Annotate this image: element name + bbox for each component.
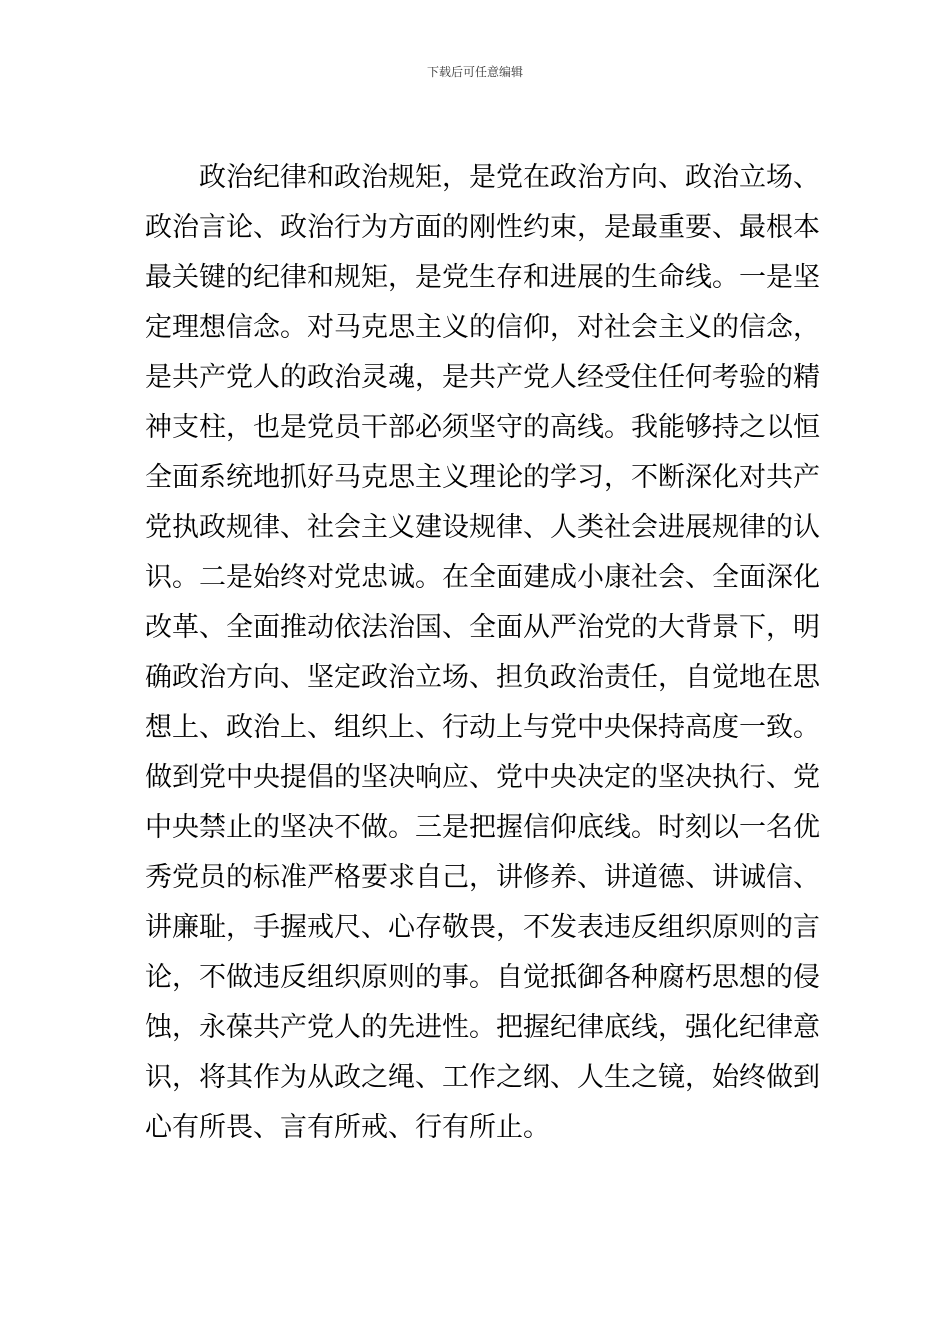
- paragraph-line: 政治纪律和政治规矩，是党在政治方向、政治立场、: [199, 162, 820, 193]
- paragraph-line: 讲廉耻，手握戒尺、心存敬畏，不发表违反组织原则的言: [145, 912, 820, 943]
- paragraph-line: 论，不做违反组织原则的事。自觉抵御各种腐朽思想的侵: [145, 962, 820, 993]
- paragraph-line: 神支柱，也是党员干部必须坚守的高线。我能够持之以恒: [145, 412, 820, 443]
- paragraph-line: 做到党中央提倡的坚决响应、党中央决定的坚决执行、党: [145, 762, 820, 793]
- paragraph-line: 党执政规律、社会主义建设规律、人类社会进展规律的认: [145, 512, 820, 543]
- paragraph-line: 秀党员的标准严格要求自己，讲修养、讲道德、讲诚信、: [145, 862, 820, 893]
- paragraph-line: 蚀，永葆共产党人的先进性。把握纪律底线，强化纪律意: [145, 1012, 820, 1043]
- paragraph-line: 中央禁止的坚决不做。三是把握信仰底线。时刻以一名优: [145, 812, 820, 843]
- paragraph-line: 心有所畏、言有所戒、行有所止。: [145, 1112, 550, 1143]
- paragraph-line: 改革、全面推动依法治国、全面从严治党的大背景下，明: [145, 612, 820, 643]
- body-paragraph: [145, 153, 820, 1153]
- paragraph-line: 最关键的纪律和规矩，是党生存和进展的生命线。一是坚: [145, 262, 820, 293]
- paragraph-line: 定理想信念。对马克思主义的信仰，对社会主义的信念，: [145, 312, 820, 343]
- paragraph-line: 识，将其作为从政之绳、工作之纲、人生之镜，始终做到: [145, 1062, 820, 1093]
- paragraph-line: 想上、政治上、组织上、行动上与党中央保持高度一致。: [145, 712, 820, 743]
- paragraph-line: 全面系统地抓好马克思主义理论的学习，不断深化对共产: [145, 462, 820, 493]
- paragraph-line: 识。二是始终对党忠诚。在全面建成小康社会、全面深化: [145, 562, 820, 593]
- paragraph-line: 政治言论、政治行为方面的刚性约束，是最重要、最根本: [145, 212, 820, 243]
- page-header: 下载后可任意编辑: [426, 65, 523, 79]
- paragraph-line: 是共产党人的政治灵魂，是共产党人经受住任何考验的精: [145, 362, 820, 393]
- paragraph-line: 确政治方向、坚定政治立场、担负政治责任，自觉地在思: [145, 662, 820, 693]
